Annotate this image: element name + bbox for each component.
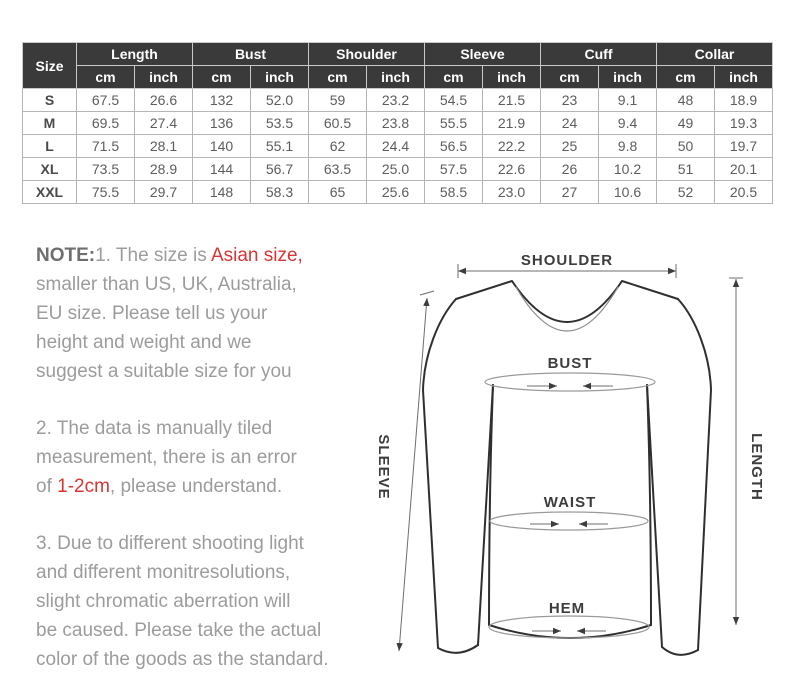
cell: 20.1	[715, 158, 773, 181]
cell: 28.9	[135, 158, 193, 181]
unit-header-cm: cm	[309, 66, 367, 89]
unit-header-inch: inch	[135, 66, 193, 89]
unit-header-inch: inch	[251, 66, 309, 89]
note-1-line: suggest a suitable size for you	[36, 361, 292, 382]
size-label: M	[23, 112, 77, 135]
cell: 27	[541, 181, 599, 204]
waist-label: WAIST	[543, 494, 597, 511]
note-2-line: 2. The data is manually tiled	[36, 418, 273, 439]
cell: 50	[657, 135, 715, 158]
note-3-line: slight chromatic aberration will	[36, 591, 291, 612]
cell: 18.9	[715, 89, 773, 112]
unit-header-inch: inch	[483, 66, 541, 89]
table-group-header-row	[23, 43, 773, 66]
cell: 54.5	[425, 89, 483, 112]
note-1-line: height and weight and we	[36, 332, 252, 353]
length-label: LENGTH	[748, 433, 765, 501]
note-3-line: be caused. Please take the actual	[36, 620, 322, 641]
col-header-shoulder: Shoulder	[309, 43, 425, 66]
cell: 140	[193, 135, 251, 158]
cell: 56.5	[425, 135, 483, 158]
size-label: XL	[23, 158, 77, 181]
note-2-line: measurement, there is an error	[36, 447, 297, 468]
unit-header-cm: cm	[657, 66, 715, 89]
cell: 136	[193, 112, 251, 135]
note-1-line: EU size. Please tell us your	[36, 303, 268, 324]
cell: 22.6	[483, 158, 541, 181]
cell: 73.5	[77, 158, 135, 181]
cell: 9.8	[599, 135, 657, 158]
cell: 55.1	[251, 135, 309, 158]
cell: 55.5	[425, 112, 483, 135]
cell: 26	[541, 158, 599, 181]
cell: 23.8	[367, 112, 425, 135]
notes-section	[36, 241, 329, 674]
note-2-line: of 1-2cm, please understand.	[36, 476, 283, 497]
size-label: XXL	[23, 181, 77, 204]
size-label: L	[23, 135, 77, 158]
cell: 49	[657, 112, 715, 135]
table-row-s	[23, 89, 773, 112]
col-header-length: Length	[77, 43, 193, 66]
cell: 10.2	[599, 158, 657, 181]
shoulder-label: SHOULDER	[520, 252, 614, 269]
cell: 23.0	[483, 181, 541, 204]
cell: 26.6	[135, 89, 193, 112]
col-header-collar: Collar	[657, 43, 773, 66]
cell: 21.9	[483, 112, 541, 135]
table-row-xxl	[23, 181, 773, 204]
sleeve-arrow	[399, 298, 427, 651]
cell: 59	[309, 89, 367, 112]
cell: 23.2	[367, 89, 425, 112]
cell: 19.3	[715, 112, 773, 135]
unit-header-cm: cm	[541, 66, 599, 89]
cell: 53.5	[251, 112, 309, 135]
table-unit-header-row	[23, 66, 773, 89]
error-range-highlight: 1-2cm	[57, 476, 110, 497]
unit-header-inch: inch	[367, 66, 425, 89]
cell: 52.0	[251, 89, 309, 112]
size-corner-header: Size	[23, 43, 77, 89]
cell: 9.4	[599, 112, 657, 135]
cell: 57.5	[425, 158, 483, 181]
table-row-m	[23, 112, 773, 135]
cell: 132	[193, 89, 251, 112]
cell: 75.5	[77, 181, 135, 204]
cell: 56.7	[251, 158, 309, 181]
waist-ellipse	[490, 512, 648, 530]
asian-size-highlight: Asian size,	[210, 245, 303, 266]
cell: 20.5	[715, 181, 773, 204]
size-chart-table	[22, 42, 773, 204]
cell: 67.5	[77, 89, 135, 112]
size-label: S	[23, 89, 77, 112]
unit-header-inch: inch	[715, 66, 773, 89]
bust-label: BUST	[547, 355, 593, 372]
cell: 25.0	[367, 158, 425, 181]
cell: 71.5	[77, 135, 135, 158]
cell: 58.5	[425, 181, 483, 204]
cell: 19.7	[715, 135, 773, 158]
cell: 10.6	[599, 181, 657, 204]
cell: 27.4	[135, 112, 193, 135]
cell: 52	[657, 181, 715, 204]
cell: 69.5	[77, 112, 135, 135]
cell: 60.5	[309, 112, 367, 135]
cell: 65	[309, 181, 367, 204]
cell: 24	[541, 112, 599, 135]
unit-header-cm: cm	[193, 66, 251, 89]
cell: 21.5	[483, 89, 541, 112]
shirt-outline	[423, 281, 711, 655]
cell: 9.1	[599, 89, 657, 112]
note-3-line: and different monitresolutions,	[36, 562, 291, 583]
note-1-line: smaller than US, UK, Australia,	[36, 274, 297, 295]
cell: 24.4	[367, 135, 425, 158]
note-3-line: 3. Due to different shooting light	[36, 533, 304, 554]
cell: 48	[657, 89, 715, 112]
cell: 62	[309, 135, 367, 158]
unit-header-inch: inch	[599, 66, 657, 89]
note-3-line: color of the goods as the standard.	[36, 649, 329, 670]
cell: 23	[541, 89, 599, 112]
bust-ellipse	[485, 373, 655, 391]
cell: 22.2	[483, 135, 541, 158]
col-header-sleeve: Sleeve	[425, 43, 541, 66]
cell: 58.3	[251, 181, 309, 204]
unit-header-cm: cm	[425, 66, 483, 89]
cell: 28.1	[135, 135, 193, 158]
hem-label: HEM	[548, 600, 586, 617]
note-1-line: NOTE:1. The size is Asian size,	[36, 245, 303, 266]
cell: 63.5	[309, 158, 367, 181]
table-row-xl	[23, 158, 773, 181]
col-header-bust: Bust	[193, 43, 309, 66]
sleeve-label: SLEEVE	[375, 434, 392, 500]
garment-measurement-diagram	[360, 235, 790, 700]
cell: 148	[193, 181, 251, 204]
hem-ellipse	[489, 616, 649, 638]
note-heading: NOTE:	[36, 245, 96, 266]
col-header-cuff: Cuff	[541, 43, 657, 66]
cell: 25	[541, 135, 599, 158]
cell: 29.7	[135, 181, 193, 204]
table-row-l	[23, 135, 773, 158]
cell: 144	[193, 158, 251, 181]
cell: 25.6	[367, 181, 425, 204]
unit-header-cm: cm	[77, 66, 135, 89]
cell: 51	[657, 158, 715, 181]
